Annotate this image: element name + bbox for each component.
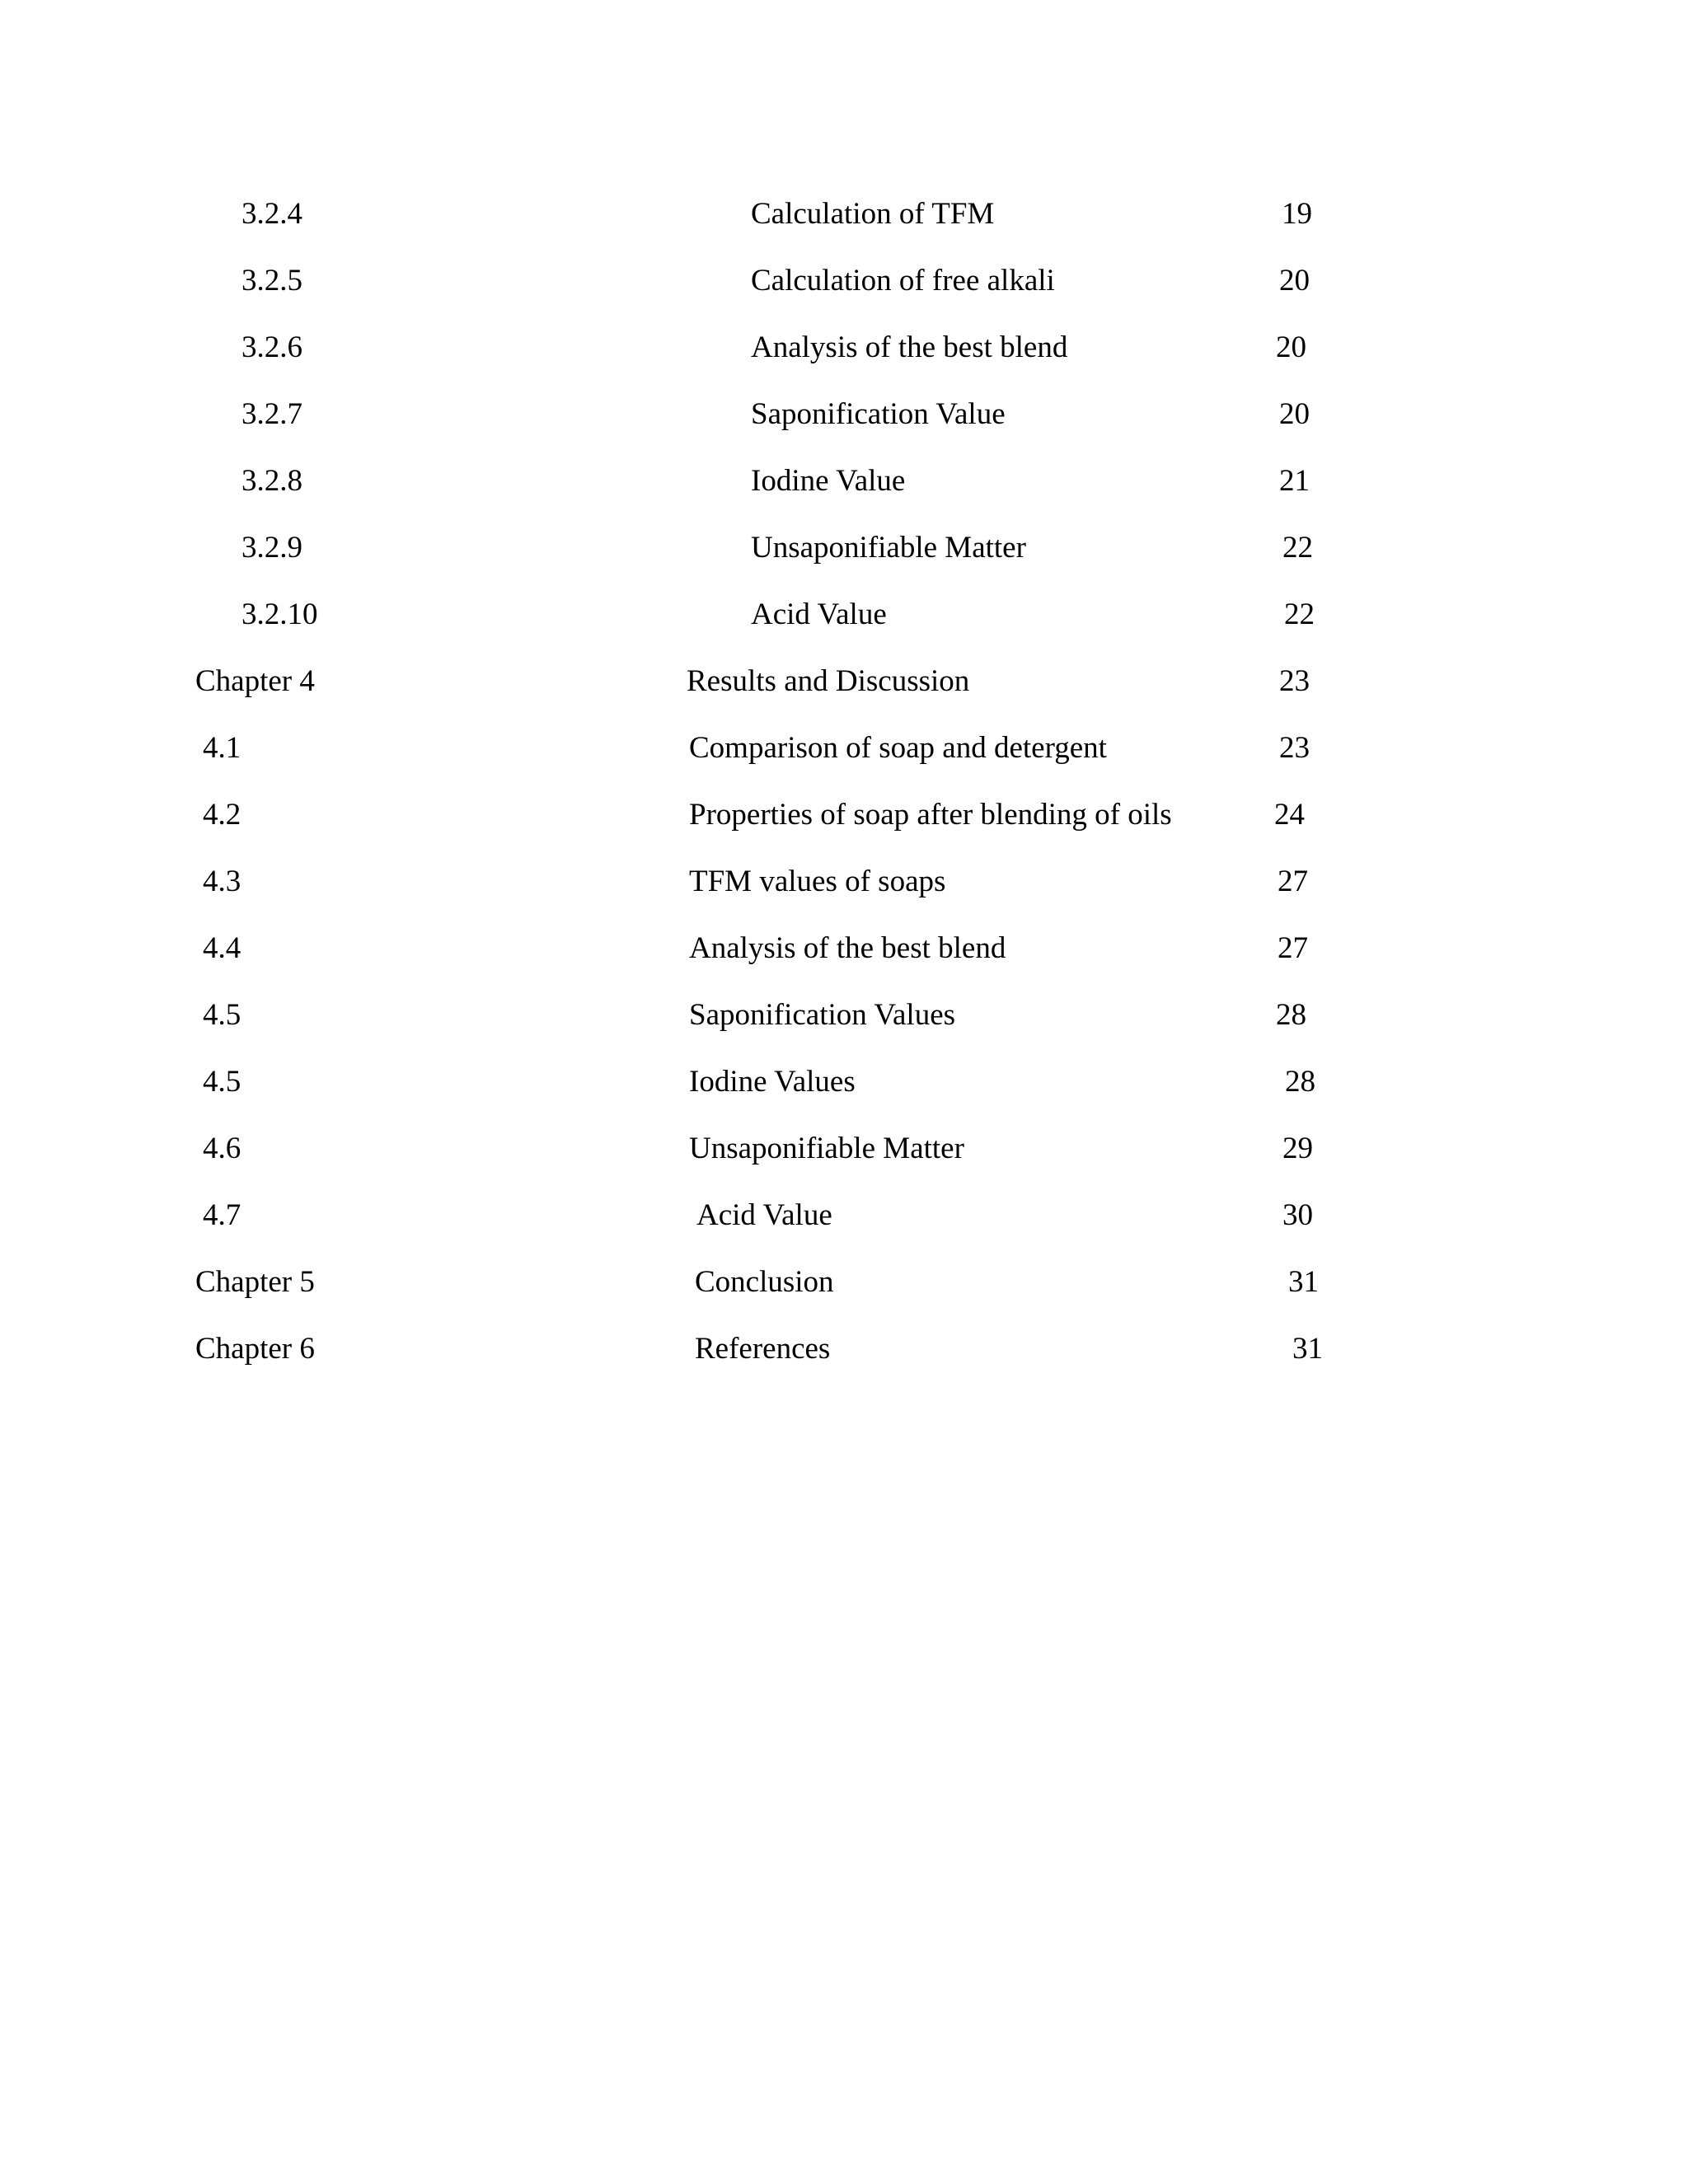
toc-row (0, 590, 1688, 640)
toc-title: Saponification Value (751, 397, 1006, 431)
toc-number: 3.2.5 (241, 264, 302, 298)
toc-page-number: 27 (1278, 931, 1308, 965)
toc-number: Chapter 4 (195, 664, 315, 698)
toc-title: Acid Value (696, 1198, 832, 1232)
toc-row (0, 1057, 1688, 1107)
toc-number: 4.5 (203, 1065, 241, 1099)
toc-title: Analysis of the best blend (751, 330, 1068, 364)
toc-number: 4.6 (203, 1132, 241, 1165)
toc-page-number: 22 (1282, 531, 1313, 565)
toc-title: Acid Value (751, 598, 887, 631)
toc-row (0, 256, 1688, 306)
toc-number: Chapter 5 (195, 1265, 315, 1299)
toc-page-number: 23 (1279, 664, 1310, 698)
toc-row (0, 991, 1688, 1040)
toc-title: Conclusion (695, 1265, 834, 1299)
toc-page-number: 20 (1279, 397, 1310, 431)
toc-title: TFM values of soaps (689, 865, 946, 898)
toc-title: Unsaponifiable Matter (689, 1132, 964, 1165)
toc-number: 3.2.6 (241, 330, 302, 364)
toc-number: 3.2.4 (241, 197, 302, 231)
toc-page-number: 20 (1279, 264, 1310, 298)
toc-row (0, 523, 1688, 573)
toc-row (0, 390, 1688, 439)
toc-title: Results and Discussion (687, 664, 970, 698)
toc-title: References (695, 1332, 831, 1366)
toc-page-number: 28 (1285, 1065, 1315, 1099)
toc-row (0, 190, 1688, 239)
toc-title: Calculation of free alkali (751, 264, 1055, 298)
toc-page-number: 29 (1282, 1132, 1313, 1165)
toc-title: Analysis of the best blend (689, 931, 1006, 965)
toc-page-number: 27 (1278, 865, 1308, 898)
toc-page-number: 21 (1279, 464, 1310, 498)
toc-title: Iodine Value (751, 464, 906, 498)
toc-number: 3.2.8 (241, 464, 302, 498)
toc-row (0, 657, 1688, 706)
toc-page-number: 19 (1282, 197, 1312, 231)
toc-number: 3.2.7 (241, 397, 302, 431)
toc-title: Comparison of soap and detergent (689, 731, 1107, 765)
toc-number: 4.2 (203, 798, 241, 832)
toc-page-number: 23 (1279, 731, 1310, 765)
toc-row (0, 457, 1688, 506)
toc-title: Saponification Values (689, 998, 956, 1032)
toc-page-number: 24 (1274, 798, 1305, 832)
toc-number: Chapter 6 (195, 1332, 315, 1366)
toc-number: 4.4 (203, 931, 241, 965)
toc-page-number: 31 (1292, 1332, 1323, 1366)
toc-row (0, 724, 1688, 773)
toc-number: 4.5 (203, 998, 241, 1032)
toc-number: 4.3 (203, 865, 241, 898)
toc-title: Unsaponifiable Matter (751, 531, 1026, 565)
toc-row (0, 1191, 1688, 1240)
toc-row (0, 790, 1688, 840)
toc-row (0, 1324, 1688, 1374)
toc-number: 3.2.9 (241, 531, 302, 565)
toc-number: 4.7 (203, 1198, 241, 1232)
toc-page-number: 20 (1276, 330, 1306, 364)
toc-page-number: 30 (1282, 1198, 1313, 1232)
toc-row (0, 1258, 1688, 1307)
toc-title: Calculation of TFM (751, 197, 995, 231)
toc-title: Properties of soap after blending of oils (689, 798, 1172, 832)
toc-number: 4.1 (203, 731, 241, 765)
toc-page-number: 28 (1276, 998, 1306, 1032)
toc-row (0, 924, 1688, 973)
toc-title: Iodine Values (689, 1065, 856, 1099)
toc-row (0, 1124, 1688, 1174)
toc-number: 3.2.10 (241, 598, 318, 631)
toc-row (0, 857, 1688, 907)
toc-page-number: 31 (1288, 1265, 1319, 1299)
toc-row (0, 323, 1688, 373)
toc-page-number: 22 (1284, 598, 1315, 631)
